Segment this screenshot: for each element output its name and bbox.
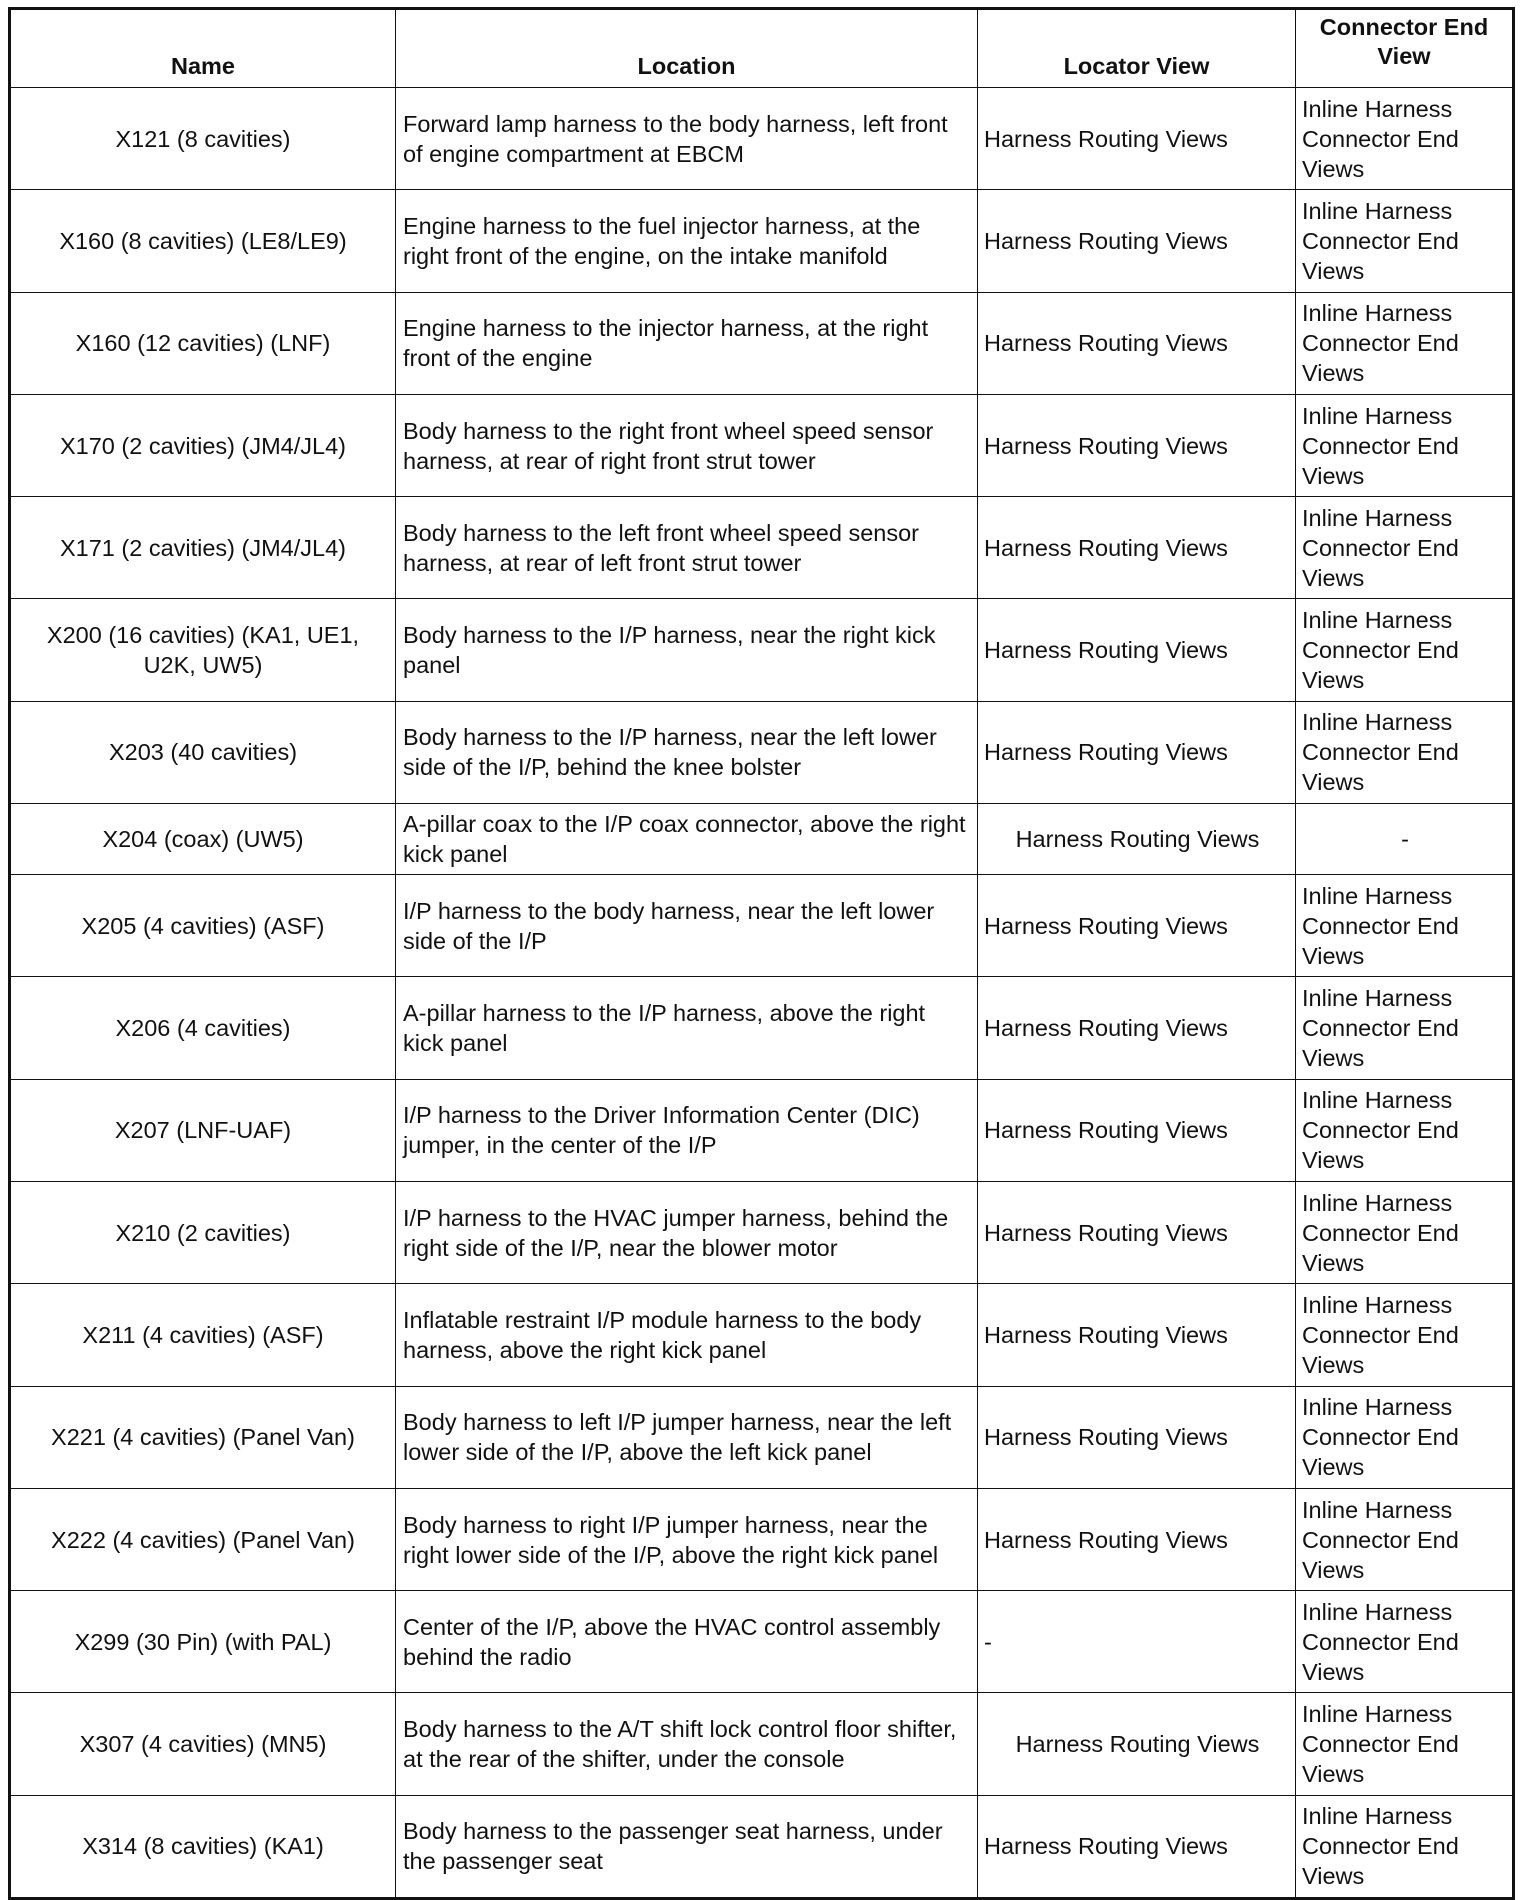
connector-name-cell: X299 (30 Pin) (with PAL) — [10, 1591, 396, 1693]
location-cell: Engine harness to the fuel injector harness, at the right front of the engine, on the intake manifold — [396, 190, 978, 292]
table-row — [10, 1181, 1514, 1283]
table-row — [10, 875, 1514, 977]
table-row — [10, 88, 1514, 190]
connector-end-view-cell: Inline Harness Connector End Views — [1296, 1693, 1514, 1795]
locator-view-cell: Harness Routing Views — [978, 1386, 1296, 1488]
connector-name-cell: X207 (LNF-UAF) — [10, 1079, 396, 1181]
location-cell: A-pillar coax to the I/P coax connector, above the right kick panel — [396, 804, 978, 875]
location-cell: Body harness to the passenger seat harness, under the passenger seat — [396, 1795, 978, 1898]
connector-end-view-cell: Inline Harness Connector End Views — [1296, 88, 1514, 190]
connector-end-view-cell: Inline Harness Connector End Views — [1296, 1284, 1514, 1386]
table-row — [10, 804, 1514, 875]
connector-name-cell: X170 (2 cavities) (JM4/JL4) — [10, 394, 396, 496]
connector-end-view-cell: Inline Harness Connector End Views — [1296, 599, 1514, 701]
location-cell: Body harness to the I/P harness, near the right kick panel — [396, 599, 978, 701]
table-row — [10, 1386, 1514, 1488]
locator-view-cell: Harness Routing Views — [978, 804, 1296, 875]
connector-name-cell: X211 (4 cavities) (ASF) — [10, 1284, 396, 1386]
connector-name-cell: X160 (8 cavities) (LE8/LE9) — [10, 190, 396, 292]
connector-end-view-cell: Inline Harness Connector End Views — [1296, 875, 1514, 977]
locator-view-cell: Harness Routing Views — [978, 1284, 1296, 1386]
connector-end-view-cell: Inline Harness Connector End Views — [1296, 292, 1514, 394]
location-cell: Body harness to the right front wheel speed sensor harness, at rear of right front strut tower — [396, 394, 978, 496]
location-cell: I/P harness to the HVAC jumper harness, behind the right side of the I/P, near the blower motor — [396, 1181, 978, 1283]
locator-view-cell: Harness Routing Views — [978, 701, 1296, 803]
connector-end-view-cell: Inline Harness Connector End Views — [1296, 1591, 1514, 1693]
location-cell: Engine harness to the injector harness, at the right front of the engine — [396, 292, 978, 394]
locator-view-cell: Harness Routing Views — [978, 977, 1296, 1079]
locator-view-cell: Harness Routing Views — [978, 394, 1296, 496]
table-row — [10, 1591, 1514, 1693]
connector-name-cell: X206 (4 cavities) — [10, 977, 396, 1079]
connector-end-view-cell: Inline Harness Connector End Views — [1296, 190, 1514, 292]
locator-view-cell: Harness Routing Views — [978, 875, 1296, 977]
header-row — [10, 9, 1514, 88]
connector-name-cell: X200 (16 cavities) (KA1, UE1, U2K, UW5) — [10, 599, 396, 701]
locator-view-cell: Harness Routing Views — [978, 190, 1296, 292]
location-cell: Body harness to the A/T shift lock control floor shifter, at the rear of the shifter, under the console — [396, 1693, 978, 1795]
connector-end-view-cell: Inline Harness Connector End Views — [1296, 1488, 1514, 1590]
connector-name-cell: X203 (40 cavities) — [10, 701, 396, 803]
location-cell: I/P harness to the Driver Information Center (DIC) jumper, in the center of the I/P — [396, 1079, 978, 1181]
location-cell: I/P harness to the body harness, near the left lower side of the I/P — [396, 875, 978, 977]
locator-view-cell: Harness Routing Views — [978, 88, 1296, 190]
table-row — [10, 977, 1514, 1079]
connector-end-view-cell: Inline Harness Connector End Views — [1296, 394, 1514, 496]
connector-end-view-cell: Inline Harness Connector End Views — [1296, 497, 1514, 599]
locator-view-cell: Harness Routing Views — [978, 497, 1296, 599]
locator-view-cell: Harness Routing Views — [978, 1181, 1296, 1283]
connector-end-view-cell: Inline Harness Connector End Views — [1296, 701, 1514, 803]
connector-end-view-cell: Inline Harness Connector End Views — [1296, 1386, 1514, 1488]
locator-view-cell: Harness Routing Views — [978, 1693, 1296, 1795]
location-cell: A-pillar harness to the I/P harness, above the right kick panel — [396, 977, 978, 1079]
connector-end-view-cell: Inline Harness Connector End Views — [1296, 1795, 1514, 1898]
table-row — [10, 292, 1514, 394]
connector-name-cell: X205 (4 cavities) (ASF) — [10, 875, 396, 977]
connector-end-view-cell: Inline Harness Connector End Views — [1296, 1079, 1514, 1181]
table-row — [10, 394, 1514, 496]
location-cell: Body harness to the left front wheel speed sensor harness, at rear of left front strut tower — [396, 497, 978, 599]
connector-end-view-cell: - — [1296, 804, 1514, 875]
location-cell: Body harness to the I/P harness, near the left lower side of the I/P, behind the knee bolster — [396, 701, 978, 803]
header-locator-view: Locator View — [978, 9, 1296, 88]
inline-harness-connector-table — [8, 7, 1515, 1900]
connector-name-cell: X160 (12 cavities) (LNF) — [10, 292, 396, 394]
table-row — [10, 599, 1514, 701]
location-cell: Inflatable restraint I/P module harness to the body harness, above the right kick panel — [396, 1284, 978, 1386]
table-row — [10, 1488, 1514, 1590]
locator-view-cell: Harness Routing Views — [978, 599, 1296, 701]
table-row — [10, 497, 1514, 599]
table-row — [10, 1693, 1514, 1795]
table-body — [10, 88, 1514, 1899]
table-row — [10, 190, 1514, 292]
table-row — [10, 701, 1514, 803]
connector-name-cell: X171 (2 cavities) (JM4/JL4) — [10, 497, 396, 599]
locator-view-cell: Harness Routing Views — [978, 1488, 1296, 1590]
location-cell: Forward lamp harness to the body harness, left front of engine compartment at EBCM — [396, 88, 978, 190]
table-row — [10, 1795, 1514, 1898]
connector-name-cell: X210 (2 cavities) — [10, 1181, 396, 1283]
connector-name-cell: X222 (4 cavities) (Panel Van) — [10, 1488, 396, 1590]
connector-name-cell: X204 (coax) (UW5) — [10, 804, 396, 875]
location-cell: Center of the I/P, above the HVAC control assembly behind the radio — [396, 1591, 978, 1693]
connector-end-view-cell: Inline Harness Connector End Views — [1296, 1181, 1514, 1283]
locator-view-cell: Harness Routing Views — [978, 1079, 1296, 1181]
connector-name-cell: X121 (8 cavities) — [10, 88, 396, 190]
connector-name-cell: X221 (4 cavities) (Panel Van) — [10, 1386, 396, 1488]
header-connector-end-view: Connector End View — [1296, 9, 1514, 88]
locator-view-cell: Harness Routing Views — [978, 1795, 1296, 1898]
connector-end-view-cell: Inline Harness Connector End Views — [1296, 977, 1514, 1079]
header-location: Location — [396, 9, 978, 88]
locator-view-cell: - — [978, 1591, 1296, 1693]
location-cell: Body harness to right I/P jumper harness, near the right lower side of the I/P, above the right kick panel — [396, 1488, 978, 1590]
connector-name-cell: X314 (8 cavities) (KA1) — [10, 1795, 396, 1898]
table-row — [10, 1079, 1514, 1181]
header-name: Name — [10, 9, 396, 88]
locator-view-cell: Harness Routing Views — [978, 292, 1296, 394]
location-cell: Body harness to left I/P jumper harness, near the left lower side of the I/P, above the left kick panel — [396, 1386, 978, 1488]
connector-name-cell: X307 (4 cavities) (MN5) — [10, 1693, 396, 1795]
table-row — [10, 1284, 1514, 1386]
